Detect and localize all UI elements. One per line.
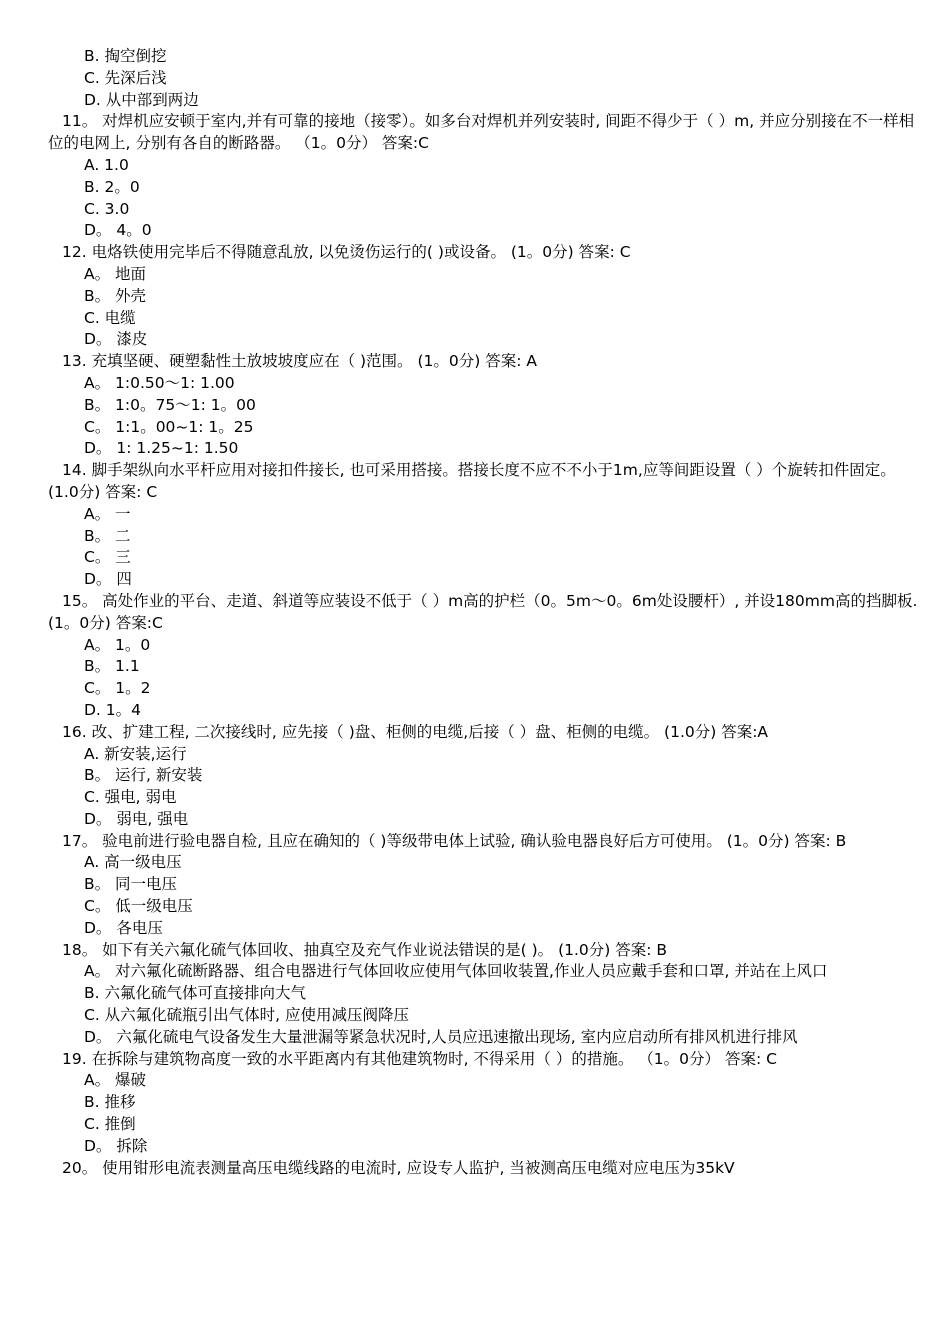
answer-option: B. 掏空倒挖 — [84, 47, 167, 65]
question-text: 15。 高处作业的平台、走道、斜道等应装设不低于（ ）m高的护栏（0。5m～0。6m处设腰杆）, 并设180mm高的挡脚板. (1。0分) 答案:C — [48, 591, 918, 632]
answer-option: D。 拆除 — [84, 1136, 148, 1155]
answer-option: C。 1。2 — [84, 679, 151, 698]
answer-option: D。 弱电, 强电 — [84, 809, 189, 828]
answer-option: C。 低一级电压 — [84, 897, 193, 916]
answer-option: D。 各电压 — [84, 918, 163, 937]
answer-option: A。 1:0.50～1: 1.00 — [84, 373, 235, 392]
answer-option: C. 先深后浅 — [84, 68, 167, 87]
question-text: 11。 对焊机应安顿于室内,并有可靠的接地（接零）。如多台对焊机并列安装时, 间距不得少于（ ）m, 并应分别接在不一样相位的电网上, 分别有各自的断路器。 （1。0分） 答案:C — [48, 112, 915, 153]
answer-option: A. 1.0 — [84, 155, 129, 174]
answer-option: C. 电缆 — [84, 308, 136, 327]
exam-document — [48, 46, 918, 1179]
question-text: 18。 如下有关六氟化硫气体回收、抽真空及充气作业说法错误的是( )。 (1.0分) 答案: B — [62, 940, 668, 959]
answer-option: D。 4。0 — [84, 221, 152, 240]
answer-option: D。 六氟化硫电气设备发生大量泄漏等紧急状况时,人员应迅速撤出现场, 室内应启动所有排风机进行排风 — [84, 1027, 798, 1046]
answer-option: B。 二 — [84, 526, 131, 545]
answer-option: D。 1: 1.25~1: 1.50 — [84, 439, 239, 458]
answer-option: D。 四 — [84, 570, 132, 589]
answer-option: A。 1。0 — [84, 635, 151, 654]
answer-option: D。 漆皮 — [84, 330, 148, 349]
answer-option: A。 对六氟化硫断路器、组合电器进行气体回收应使用气体回收装置,作业人员应戴手套和口罩, 并站在上风口 — [84, 962, 828, 981]
answer-option: B。 外壳 — [84, 286, 147, 305]
question-text: 16. 改、扩建工程, 二次接线时, 应先接（ )盘、柜侧的电缆,后接（ ）盘、柜侧的电缆。 (1.0分) 答案:A — [62, 722, 769, 741]
answer-option: C. 推倒 — [84, 1115, 136, 1134]
answer-option: B. 六氟化硫气体可直接排向大气 — [84, 984, 306, 1003]
answer-option: B。 同一电压 — [84, 875, 178, 894]
question-text: 17。 验电前进行验电器自检, 且应在确知的（ )等级带电体上试验, 确认验电器良好后方可使用。 (1。0分) 答案: B — [62, 831, 847, 850]
answer-option: B。 1:0。75～1: 1。00 — [84, 395, 256, 414]
question-text: 12. 电烙铁使用完毕后不得随意乱放, 以免烫伤运行的( )或设备。 (1。0分) 答案: C — [62, 243, 631, 262]
answer-option: D. 从中部到两边 — [84, 90, 199, 109]
answer-option: C. 强电, 弱电 — [84, 788, 177, 807]
question-text: 19. 在拆除与建筑物高度一致的水平距离内有其他建筑物时, 不得采用（ ）的措施。 （1。0分） 答案: C — [62, 1049, 777, 1068]
answer-option: B。 运行, 新安装 — [84, 766, 203, 785]
answer-option: C. 从六氟化硫瓶引出气体时, 应使用减压阀降压 — [84, 1006, 410, 1025]
answer-option: C。 1:1。00~1: 1。25 — [84, 417, 254, 436]
answer-option: A。 爆破 — [84, 1071, 147, 1090]
answer-option: D. 1。4 — [84, 700, 142, 719]
answer-option: B. 推移 — [84, 1093, 136, 1112]
answer-option: C。 三 — [84, 548, 131, 567]
answer-option: C. 3.0 — [84, 199, 130, 218]
question-text: 20。 使用钳形电流表测量高压电缆线路的电流时, 应设专人监护, 当被测高压电缆对应电压为35kV — [62, 1158, 735, 1177]
answer-option: A. 新安装,运行 — [84, 744, 187, 763]
answer-option: B. 2。0 — [84, 177, 140, 196]
question-text: 13. 充填坚硬、硬塑黏性土放坡坡度应在（ )范围。 (1。0分) 答案: A — [62, 352, 537, 371]
answer-option: A。 地面 — [84, 264, 147, 283]
question-text: 14. 脚手架纵向水平杆应用对接扣件接长, 也可采用搭接。搭接长度不应不不小于1m,应等间距设置（ ）个旋转扣件固定。 (1.0分) 答案: C — [48, 461, 896, 501]
answer-option: B。 1.1 — [84, 657, 140, 676]
answer-option: A. 高一级电压 — [84, 853, 182, 872]
answer-option: A。 一 — [84, 504, 131, 523]
